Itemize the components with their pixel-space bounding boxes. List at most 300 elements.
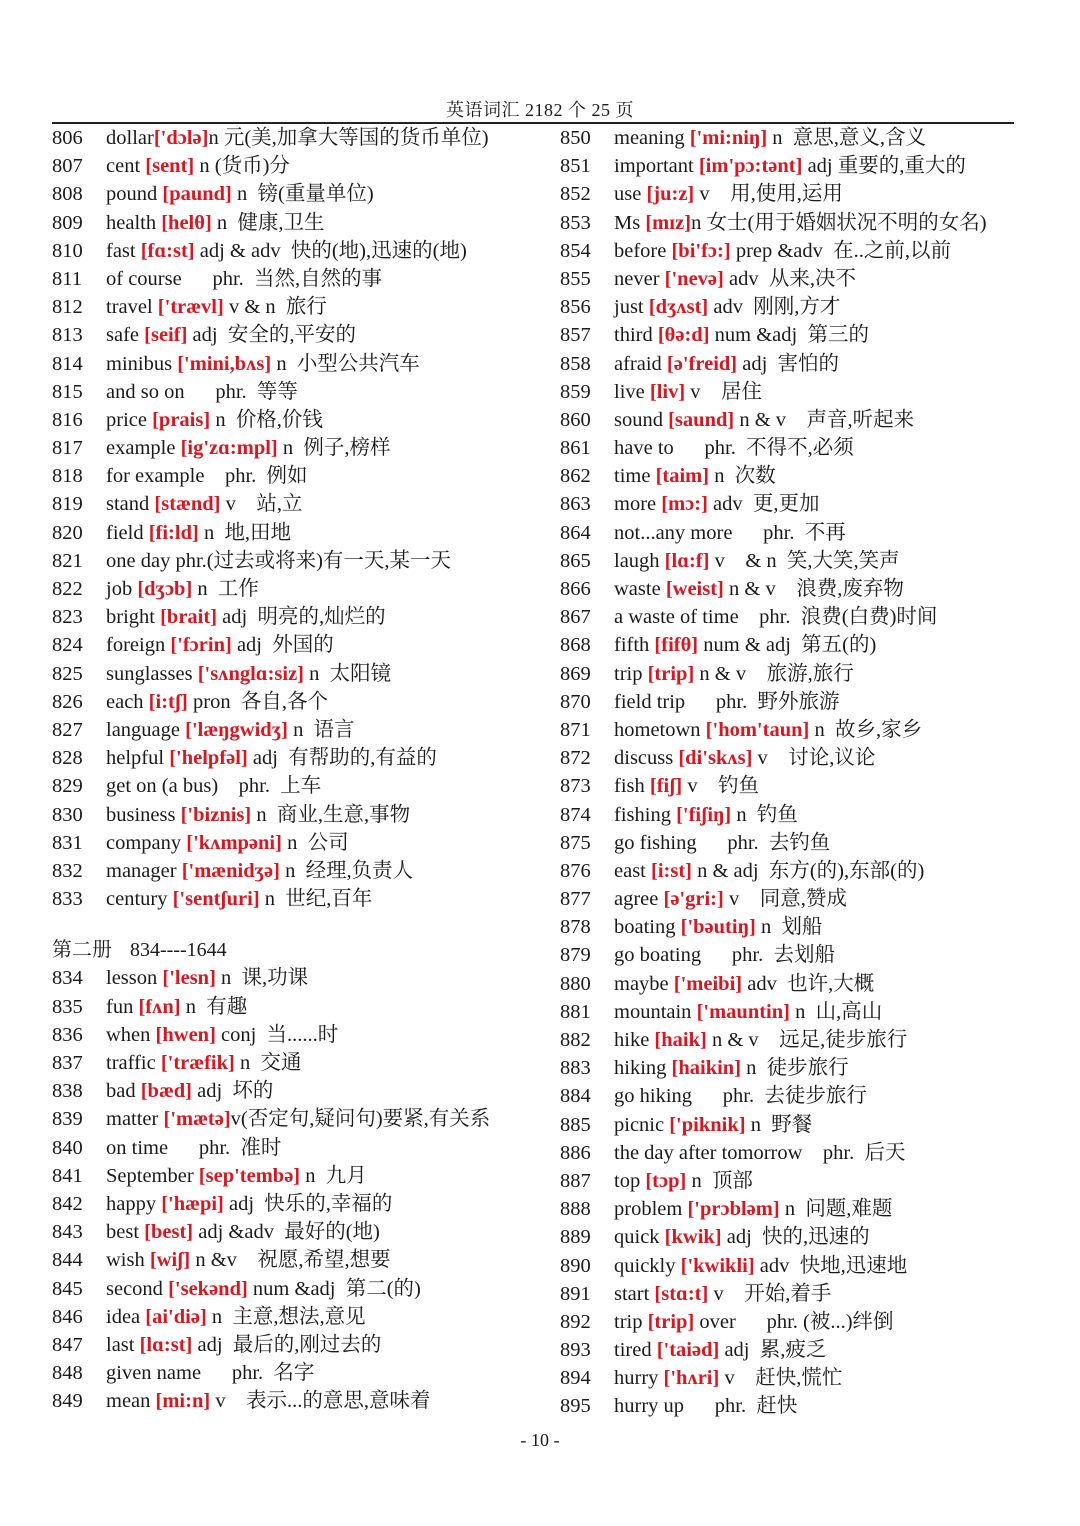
entry-word: helpful (106, 747, 170, 770)
entry-number: 815 (52, 380, 83, 403)
vocab-entry (52, 490, 542, 518)
entry-body (614, 744, 875, 772)
vocab-entry (560, 998, 1030, 1026)
entry-word: hometown (614, 718, 706, 741)
entry-definition: n 顶部 (686, 1169, 753, 1192)
entry-phonetic: [dʒɔb] (137, 578, 193, 600)
entry-definition: n & v 远足,徒步旅行 (706, 1029, 908, 1051)
entry-body (614, 575, 904, 603)
entry-definition: n 价格,价钱 (210, 408, 323, 431)
entry-number: 866 (560, 578, 591, 600)
vocab-entry (52, 547, 542, 575)
vocab-entry (560, 1336, 1030, 1364)
entry-number: 849 (52, 1390, 83, 1413)
entry-word: wish (106, 1249, 150, 1272)
entry-body (106, 993, 247, 1021)
entry-word: before (614, 239, 672, 262)
entry-body (106, 490, 302, 518)
entry-definition: adj 明亮的,灿烂的 (217, 606, 386, 629)
entry-body (106, 1162, 367, 1190)
vocab-entry (52, 1077, 542, 1105)
entry-word: never (614, 267, 665, 290)
vocab-entry (560, 547, 1030, 575)
entry-definition: adv 也许,大概 (742, 972, 875, 995)
entry-body (614, 688, 840, 716)
entry-word: waste (614, 578, 666, 600)
vocab-entry (52, 716, 542, 744)
entry-word: job (106, 578, 138, 600)
vocab-entry (52, 772, 542, 800)
entry-definition: v 赶快,慌忙 (719, 1367, 843, 1390)
entry-word: field trip (614, 690, 686, 713)
entry-word: third (614, 324, 658, 347)
entry-definition: num &adj 第二(的) (247, 1277, 421, 1300)
entry-body (106, 716, 355, 744)
entry-number: 807 (52, 155, 83, 178)
entry-word: bad (106, 1080, 141, 1103)
vocab-entry (560, 772, 1030, 800)
entry-body (106, 1134, 281, 1162)
entry-definition: prep &adv 在..之前,以前 (730, 239, 952, 262)
entry-word: travel (106, 296, 158, 319)
entry-number: 848 (52, 1362, 83, 1385)
entry-body (106, 519, 291, 547)
entry-number: 824 (52, 634, 83, 657)
entry-number: 844 (52, 1249, 83, 1272)
entry-word: go hiking (614, 1085, 693, 1108)
entry-word: on time (106, 1136, 169, 1159)
vocab-entry (52, 1246, 542, 1274)
vocab-entry (52, 964, 542, 992)
entry-definition: v 居住 (685, 380, 763, 403)
entry-body (614, 462, 776, 490)
entry-word: safe (106, 324, 145, 347)
entry-definition: n & v 浪费,废弃物 (723, 578, 904, 600)
entry-number: 818 (52, 465, 83, 488)
entry-body (106, 1218, 380, 1246)
entry-word: happy (106, 1192, 162, 1215)
entry-definition: v 同意,赞成 (723, 888, 847, 911)
entry-word: hike (614, 1029, 655, 1051)
entry-phonetic: ['fiʃiŋ] (676, 803, 732, 826)
vocab-entry (560, 603, 1030, 631)
entry-phonetic: [fʌn] (138, 995, 181, 1018)
vocab-entry (560, 490, 1030, 518)
entry-number: 822 (52, 578, 83, 600)
entry-body (106, 631, 334, 659)
entry-body (106, 180, 374, 208)
entry-word: cent (106, 155, 146, 178)
entry-definition: v 讨论,议论 (752, 747, 876, 770)
entry-body (614, 857, 924, 885)
vocab-entry (52, 575, 542, 603)
entry-definition: n 太阳镜 (304, 662, 392, 685)
entry-phonetic: [θə:d] (657, 324, 710, 347)
entry-word: quick (614, 1226, 665, 1249)
entry-body (106, 603, 386, 631)
entry-body (106, 1077, 273, 1105)
entry-definition: n 划船 (755, 916, 823, 939)
vocab-entry (52, 209, 542, 237)
entry-number: 811 (52, 267, 82, 290)
vocab-entry (560, 941, 1030, 969)
entry-word: example (106, 437, 181, 460)
entry-body (614, 1364, 842, 1392)
entry-number: 895 (560, 1395, 591, 1418)
entry-definition: n 山,高山 (789, 1000, 883, 1023)
entry-number: 870 (560, 690, 591, 713)
entry-number: 863 (560, 493, 591, 516)
entry-number: 846 (52, 1305, 83, 1328)
entry-body (106, 1359, 314, 1387)
entry-body (106, 885, 372, 913)
entry-number: 830 (52, 803, 83, 826)
entry-number: 890 (560, 1254, 591, 1277)
vocab-entry (52, 885, 542, 913)
entry-number: 831 (52, 831, 83, 854)
entry-definition: adj 快乐的,幸福的 (223, 1192, 393, 1215)
entry-definition: phr. 后天 (802, 1141, 906, 1164)
entry-definition: adv 刚刚,方才 (708, 296, 841, 319)
vocab-entry (560, 688, 1030, 716)
entry-body (614, 124, 926, 152)
entry-definition: n &v 祝愿,希望,想要 (190, 1249, 391, 1272)
vocab-entry (52, 857, 542, 885)
entry-body (614, 1054, 849, 1082)
vocab-entry (560, 1111, 1030, 1139)
entry-number: 860 (560, 408, 591, 431)
entry-phonetic: [liv] (649, 380, 686, 403)
vocab-entry (52, 321, 542, 349)
entry-phonetic: [stɑ:t] (654, 1282, 709, 1305)
entry-definition: phr. 去划船 (701, 944, 835, 967)
entry-phonetic: [tɔp] (645, 1169, 687, 1192)
entry-body (614, 547, 900, 575)
entry-number: 820 (52, 521, 83, 544)
entry-phonetic: ['dɔlə] (153, 127, 209, 149)
entry-body (106, 744, 437, 772)
entry-number: 833 (52, 888, 83, 911)
entry-definition: adj 累,疲乏 (719, 1339, 827, 1362)
entry-word: meaning (614, 127, 690, 149)
vocab-entry (560, 1054, 1030, 1082)
entry-number: 809 (52, 211, 83, 234)
entry-body (614, 1111, 812, 1139)
entry-word: laugh (614, 549, 665, 572)
entry-phonetic: ['bəutiŋ] (680, 916, 756, 939)
entry-body (614, 660, 854, 688)
entry-body (614, 1392, 797, 1420)
entry-phonetic: ['mi:niŋ] (689, 127, 768, 149)
entry-body (614, 378, 762, 406)
entry-body (614, 631, 876, 659)
entry-phonetic: ['biznis] (180, 803, 252, 826)
entry-word: second (106, 1277, 169, 1300)
entry-number: 887 (560, 1169, 591, 1192)
vocab-entry (52, 801, 542, 829)
entry-definition: n 健康,卫生 (211, 211, 325, 234)
entry-body (106, 772, 321, 800)
entry-phonetic: ['taiəd] (656, 1339, 720, 1362)
entry-number: 862 (560, 465, 591, 488)
entry-body (106, 660, 391, 688)
entry-phonetic: [weist] (665, 578, 724, 600)
entry-word: idea (106, 1305, 146, 1328)
entry-definition: n 课,功课 (215, 967, 309, 990)
vocab-entry (560, 350, 1030, 378)
entry-word: given name (106, 1362, 202, 1385)
vocab-entry (52, 293, 542, 321)
entry-number: 837 (52, 1052, 83, 1074)
entry-phonetic: ['lesn] (162, 967, 216, 990)
entry-number: 829 (52, 775, 83, 798)
entry-number: 850 (560, 127, 591, 149)
vocab-entry (52, 1162, 542, 1190)
vocab-entry (560, 1252, 1030, 1280)
entry-body (106, 964, 308, 992)
entry-word: for example (106, 465, 205, 488)
section-title: 第二册 (52, 939, 112, 962)
entry-phonetic: ['sentʃuri] (172, 888, 260, 911)
entry-phonetic: [haik] (654, 1029, 707, 1051)
entry-phonetic: ['prɔbləm] (687, 1198, 780, 1221)
entry-number: 810 (52, 239, 83, 262)
entry-number: 872 (560, 747, 591, 770)
entry-definition: phr. 去钓鱼 (696, 831, 831, 854)
entry-definition: pron 各自,各个 (187, 690, 328, 713)
vocab-entry (52, 180, 542, 208)
entry-body (614, 152, 966, 180)
entry-definition: phr. 赶快 (684, 1395, 798, 1418)
entry-word: foreign (106, 634, 171, 657)
entry-number: 838 (52, 1080, 83, 1103)
entry-phonetic: [im'pɔ:tənt] (698, 155, 803, 178)
entry-number: 851 (560, 155, 591, 178)
entry-definition: v & n 旅行 (223, 296, 327, 319)
vocab-entry (52, 1218, 542, 1246)
entry-body (614, 209, 987, 237)
entry-phonetic: [mɔ:] (661, 493, 708, 516)
entry-body (614, 1139, 906, 1167)
entry-body (614, 490, 820, 518)
entry-number: 847 (52, 1333, 83, 1356)
vocab-entry (52, 1359, 542, 1387)
entry-body (614, 1195, 892, 1223)
entry-number: 819 (52, 493, 83, 516)
vocab-entry (52, 1105, 542, 1133)
entry-word: last (106, 1333, 140, 1356)
entry-definition: adj 外国的 (231, 634, 334, 657)
entry-definition: n (货币)分 (194, 155, 290, 178)
entry-body (614, 603, 937, 631)
entry-number: 806 (52, 127, 83, 149)
entry-body (106, 688, 328, 716)
entry-word: traffic (106, 1052, 161, 1074)
entry-definition: n 元(美,加拿大等国的货币单位) (208, 127, 489, 149)
entry-number: 867 (560, 606, 591, 629)
entry-word: fishing (614, 803, 677, 826)
entry-phonetic: [ə'gri:] (663, 888, 724, 911)
entry-phonetic: [helθ] (161, 211, 212, 234)
entry-number: 852 (560, 183, 591, 206)
entry-phonetic: [trip] (647, 662, 695, 685)
entry-definition: n 钓鱼 (731, 803, 798, 826)
entry-definition: adj 最后的,刚过去的 (192, 1333, 382, 1356)
entry-number: 817 (52, 437, 83, 460)
vocab-entry (560, 575, 1030, 603)
entry-word: minibus (106, 352, 178, 375)
entry-definition: phr. 浪费(白费)时间 (738, 606, 938, 629)
entry-body (106, 1246, 391, 1274)
vocab-entry (52, 434, 542, 462)
vocab-entry (52, 519, 542, 547)
entry-word: manager (106, 859, 182, 882)
entry-phonetic: ['trævl] (157, 296, 224, 319)
entry-phonetic: [bæd] (140, 1080, 192, 1103)
entry-phonetic: [seif] (144, 324, 188, 347)
entry-phonetic: ['mætə] (163, 1108, 231, 1131)
entry-phonetic: [best] (144, 1221, 194, 1244)
entry-body (614, 519, 846, 547)
vocab-entry (52, 603, 542, 631)
entry-word: of course (106, 267, 182, 290)
entry-definition: adj 坏的 (192, 1080, 274, 1103)
entry-body (614, 1167, 753, 1195)
entry-phonetic: [mi:n] (155, 1390, 211, 1413)
vocab-entry (560, 716, 1030, 744)
entry-definition: v 用,使用,运用 (694, 183, 843, 206)
vocab-entry (52, 1303, 542, 1331)
entry-word: mean (106, 1390, 156, 1413)
entry-phonetic: [lɑ:f] (664, 549, 710, 572)
entry-definition: adj 安全的,平安的 (187, 324, 356, 347)
entry-body (614, 772, 759, 800)
entry-body (106, 152, 290, 180)
entry-word: Ms (614, 211, 646, 234)
entry-body (106, 1387, 431, 1415)
entry-word: company (106, 831, 187, 854)
entry-body (614, 1026, 907, 1054)
entry-number: 893 (560, 1339, 591, 1362)
entry-phonetic: [sent] (145, 155, 195, 178)
entry-word: discuss (614, 747, 679, 770)
entry-number: 879 (560, 944, 591, 967)
vocab-entry (560, 829, 1030, 857)
entry-phonetic: [haikin] (671, 1057, 742, 1080)
section-heading (52, 936, 542, 964)
entry-body (106, 829, 349, 857)
entry-phonetic: ['hʌri] (663, 1367, 720, 1390)
entry-word: get on (a bus) (106, 775, 219, 798)
entry-number: 873 (560, 775, 591, 798)
entry-word: boating (614, 916, 681, 939)
entry-definition: n 经理,负责人 (279, 859, 414, 882)
entry-definition: num &adj 第三的 (709, 324, 869, 347)
entry-definition: n 交通 (234, 1052, 302, 1074)
entry-word: hurry (614, 1367, 664, 1390)
entry-number: 858 (560, 352, 591, 375)
entry-phonetic: ['mænidʒə] (181, 859, 280, 882)
vocab-entry (52, 1387, 542, 1415)
entry-number: 853 (560, 211, 591, 234)
entry-definition: n 主意,想法,意见 (206, 1305, 366, 1328)
section-range: 834----1644 (130, 939, 227, 962)
entry-number: 834 (52, 967, 83, 990)
entry-word: picnic (614, 1113, 670, 1136)
entry-definition: n 次数 (709, 465, 776, 488)
entry-definition: adv 从来,决不 (723, 267, 856, 290)
entry-word: when (106, 1023, 156, 1046)
entry-definition: adj & adv 快的(地),迅速的(地) (194, 239, 467, 262)
entry-phonetic: [trip] (647, 1310, 695, 1333)
entry-number: 808 (52, 183, 83, 206)
entry-phonetic: [sep'tembə] (198, 1164, 301, 1187)
entry-body (106, 434, 391, 462)
entry-word: best (106, 1221, 145, 1244)
vocab-entry (560, 265, 1030, 293)
entry-number: 828 (52, 747, 83, 770)
vocab-entry (560, 434, 1030, 462)
vocab-entry (560, 913, 1030, 941)
entry-definition: phr. 准时 (168, 1136, 282, 1159)
entry-definition: phr. 名字 (201, 1362, 315, 1385)
entry-word: fast (106, 239, 141, 262)
vocab-entry (52, 1275, 542, 1303)
entry-number: 869 (560, 662, 591, 685)
entry-word: top (614, 1169, 646, 1192)
entry-phonetic: ['sʌnglɑ:siz] (197, 662, 304, 685)
entry-definition: over phr. (被...)绊倒 (694, 1310, 894, 1333)
entry-number: 885 (560, 1113, 591, 1136)
entry-phonetic: [brait] (160, 606, 218, 629)
entry-number: 874 (560, 803, 591, 826)
entry-word: just (614, 296, 649, 319)
entry-word: each (106, 690, 149, 713)
entry-body (106, 237, 467, 265)
vocab-entry (560, 970, 1030, 998)
vocab-entry (52, 744, 542, 772)
entry-number: 836 (52, 1023, 83, 1046)
entry-body (106, 575, 259, 603)
entry-phonetic: [wiʃ] (149, 1249, 191, 1272)
entry-number: 855 (560, 267, 591, 290)
entry-body (106, 293, 327, 321)
entry-number: 832 (52, 859, 83, 882)
entry-number: 884 (560, 1085, 591, 1108)
entry-phonetic: ['hom'taun] (705, 718, 810, 741)
entry-number: 878 (560, 916, 591, 939)
entry-body (106, 857, 413, 885)
vocab-entry (560, 378, 1030, 406)
entry-number: 854 (560, 239, 591, 262)
entry-phonetic: ['kwikli] (680, 1254, 755, 1277)
entry-word: problem (614, 1198, 688, 1221)
vocab-list-book1 (52, 124, 542, 913)
entry-body (614, 293, 840, 321)
entry-phonetic: [di'skʌs] (678, 747, 753, 770)
entry-phonetic: [fi:ld] (148, 521, 199, 544)
vocab-entry (52, 660, 542, 688)
vocab-entry (560, 1308, 1030, 1336)
entry-body (106, 1049, 301, 1077)
entry-word: lesson (106, 967, 163, 990)
entry-definition: phr. 上车 (218, 775, 322, 798)
entry-phonetic: ['mauntin] (696, 1000, 790, 1023)
entry-phonetic: [lɑ:st] (139, 1333, 193, 1356)
entry-word: live (614, 380, 650, 403)
entry-number: 841 (52, 1164, 83, 1187)
entry-definition: phr. 不再 (732, 521, 846, 544)
